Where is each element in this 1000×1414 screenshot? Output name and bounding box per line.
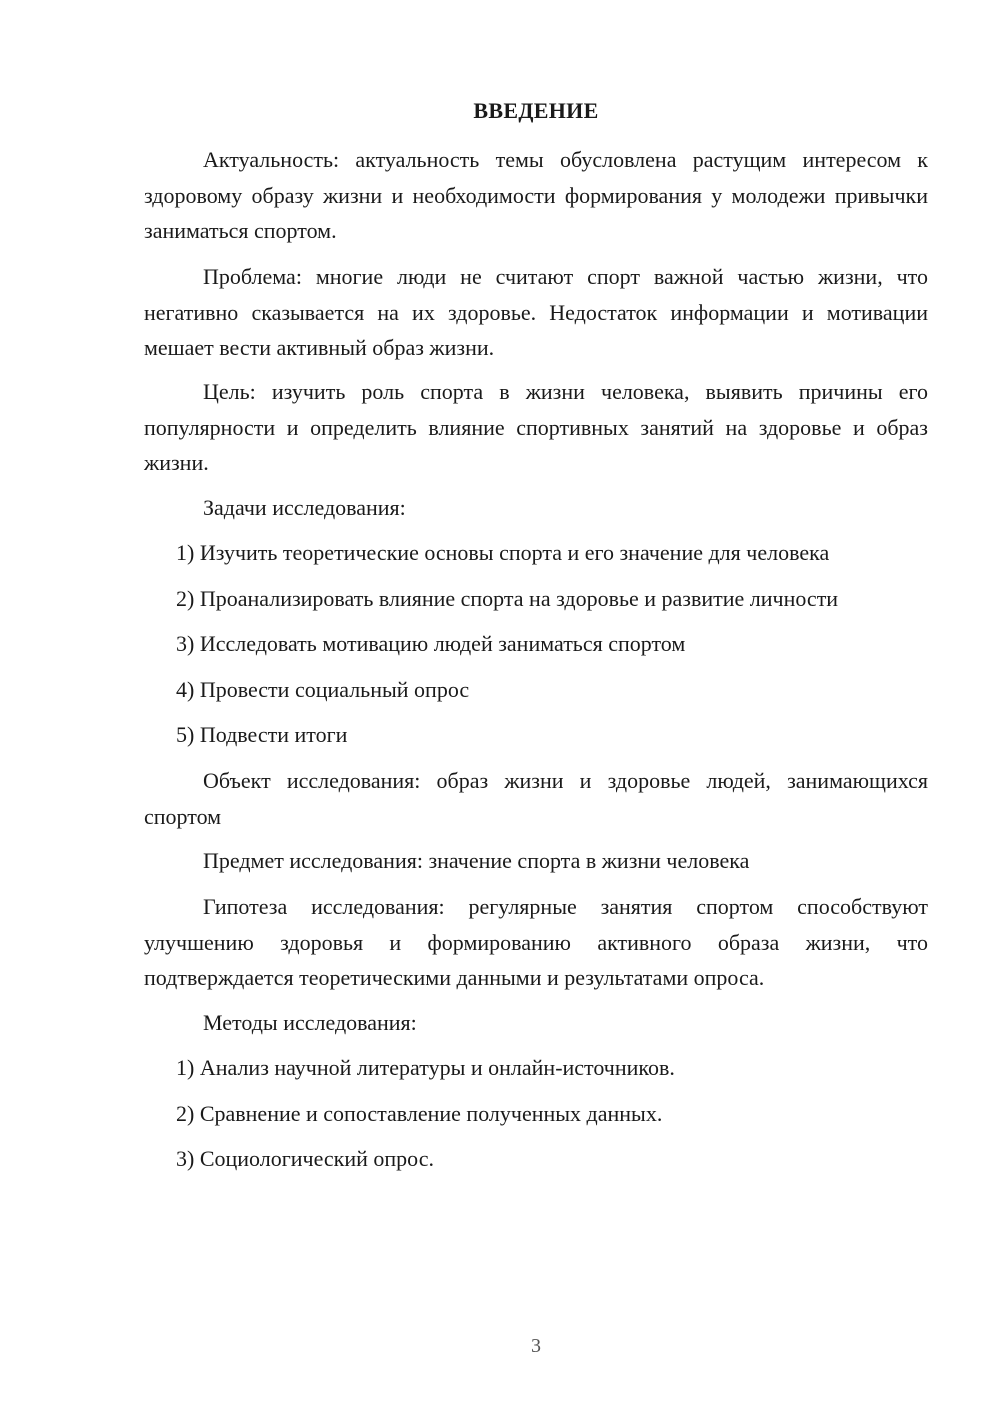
- task-item: 1) Изучить теоретические основы спорта и его значение для человека: [176, 540, 830, 565]
- paragraph-goal: Цель: изучить роль спорта в жизни человека, выявить причины его популярности и определить влияние спортивных занятий на здоровье и образ жизни.: [144, 379, 928, 475]
- task-item: 3) Исследовать мотивацию людей заниматься спортом: [176, 631, 686, 656]
- document-page: [144, 0, 928, 1414]
- task-item: 5) Подвести итоги: [176, 722, 348, 747]
- method-item: 1) Анализ научной литературы и онлайн-источников.: [176, 1055, 675, 1080]
- task-item: 2) Проанализировать влияние спорта на здоровье и развитие личности: [176, 586, 839, 611]
- paragraph-subject: Предмет исследования: значение спорта в жизни человека: [203, 848, 750, 873]
- paragraph-hypothesis: Гипотеза исследования: регулярные занятия спортом способствуют улучшению здоровья и формированию активного образа жизни, что подтверждается теоретическими данными и результатами опроса.: [144, 894, 928, 990]
- paragraph-relevance: Актуальность: актуальность темы обусловлена растущим интересом к здоровому образу жизни и необходимости формирования у молодежи привычки заниматься спортом.: [144, 147, 928, 243]
- method-item: 2) Сравнение и сопоставление полученных данных.: [176, 1101, 663, 1126]
- paragraph-problem: Проблема: многие люди не считают спорт важной частью жизни, что негативно сказывается на их здоровье. Недостаток информации и мотивации мешает вести активный образ жизни.: [144, 264, 928, 360]
- paragraph-methods-intro: Методы исследования:: [203, 1010, 417, 1035]
- section-heading: ВВЕДЕНИЕ: [473, 98, 599, 123]
- page-number: 3: [531, 1335, 541, 1357]
- paragraph-tasks-intro: Задачи исследования:: [203, 495, 406, 520]
- method-item: 3) Социологический опрос.: [176, 1146, 434, 1171]
- task-item: 4) Провести социальный опрос: [176, 677, 470, 702]
- paragraph-object: Объект исследования: образ жизни и здоровье людей, занимающихся спортом: [144, 768, 928, 829]
